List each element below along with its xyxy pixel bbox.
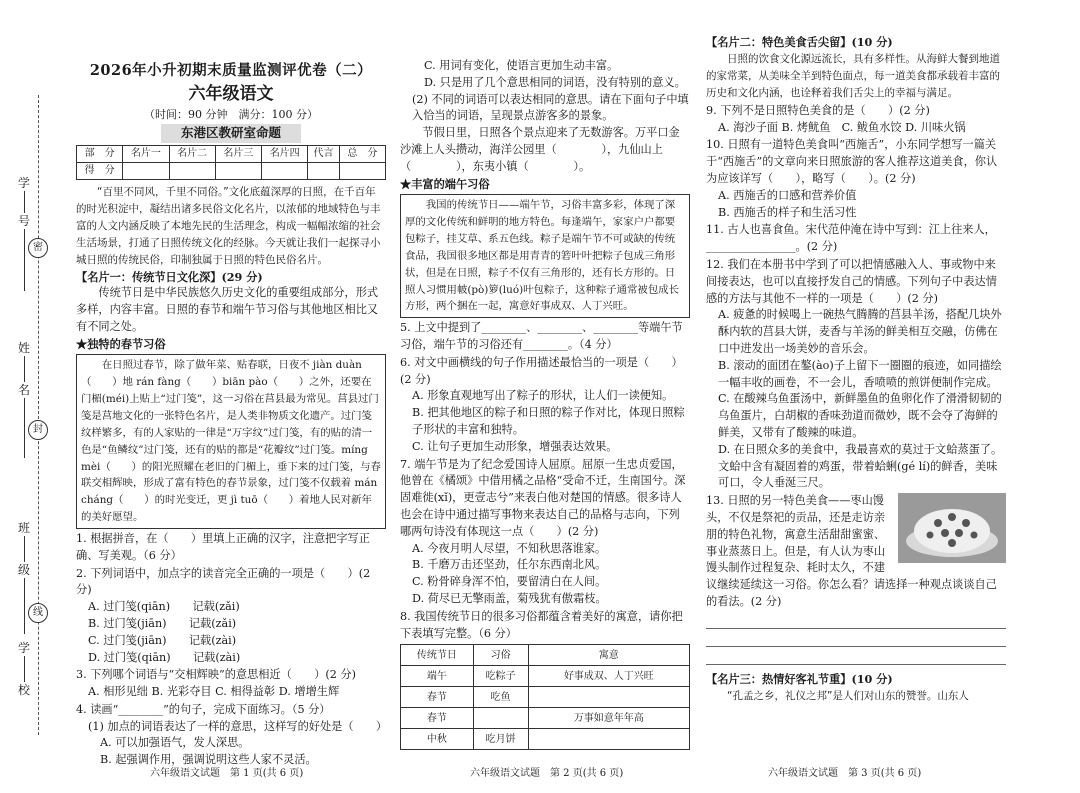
margin-label: 学 [17, 176, 30, 190]
option: C. 用词有变化，使语言更加生动丰富。 [424, 59, 619, 72]
score-cell[interactable] [262, 162, 308, 179]
answer-line[interactable] [706, 632, 1006, 647]
score-table [76, 145, 386, 180]
question-12: 12. 我们在本册书中学到了可以把情感融入人、事或物中来间接表达，也可以直接抒发自己的情感。下列句子中表达情感的方法与其他不一样的一项是（ ）(2 分) [706, 257, 997, 305]
question-7: 7. 端午节是为了纪念爱国诗人屈原。屈原一生忠贞爱国，他曾在《橘颂》中借用橘之品格“受命不迁，生南国兮。深固难徙(xǐ)，更壹志兮”来表白他对楚国的情感。很多诗人也会在诗中通过描写事物来表达自己的品格与志向，下列哪两句诗没有体现这一点（ ）(2 分) [400, 457, 686, 538]
table-answer-cell[interactable] [528, 729, 689, 750]
school-field [14, 640, 34, 698]
student-id-field [14, 175, 34, 291]
table-cell: 吃粽子 [473, 666, 528, 687]
option: B. 起强调作用，强调说明这些人家不灵活。 [100, 753, 317, 767]
option: C. 在酸辣乌鱼蛋汤中，新鲜墨鱼的鱼卵化作了滑滑韧韧的乌鱼蛋片，白胡椒的香味劲道而微妙，既不会夺了海鲜的鲜美，又带有了酸辣的味道。 [718, 392, 1002, 439]
margin-label: 级 [17, 563, 30, 577]
margin-label: 班 [17, 521, 30, 535]
page-footer: 六年级语文试题 第 1 页(共 6 页) [150, 768, 304, 779]
table-row [401, 687, 690, 708]
option: D. 在日照众多的美食中，我最喜欢的莫过于文蛤蒸蛋了。文蛤中含有凝固着的鸡蛋，带着蛤蜊(gé lí)的鲜香，美味可口，令人垂涎三尺。 [718, 442, 1003, 490]
question-3: 3. 下列哪个词语与“交相辉映”的意思相近（ ）(2 分) [76, 668, 357, 682]
answer-line[interactable] [706, 614, 1006, 629]
margin-label: 姓 [17, 341, 30, 355]
score-header-cell: 名片一 [123, 145, 169, 162]
section-heading: 【名片三：热情好客礼节重】(10 分) [706, 671, 893, 686]
subject-title: 六年级语文 [188, 83, 274, 104]
table-cell: 春节 [401, 687, 474, 708]
section-intro: 日照的饮食文化源远流长，具有多样性。从海鲜大餐到地道的家常菜，从美味全羊到特色面点，每一道美食都承载着丰富的历史和文化内涵，也诠释着我们舌尖上的幸福与满足。 [706, 52, 1000, 99]
table-cell: 吃鱼 [473, 687, 528, 708]
question-11: 11. 古人也喜食鱼。宋代范仲淹在诗中写到：江上往来人，________________。(2 分) [706, 223, 996, 254]
option: D. 荷尽已无擎雨盖，菊残犹有傲霜枝。 [412, 592, 607, 606]
jujube-bun-illustration [898, 493, 1006, 563]
score-cell[interactable] [123, 162, 169, 179]
margin-label: 学 [17, 641, 30, 655]
score-cell[interactable] [308, 162, 339, 179]
option: B. 把其他地区的粽子和日照的粽子作对比，体现日照粽子形状的丰富和独特。 [412, 406, 685, 437]
question-2: 2. 下列词语中，加点字的读音完全正确的一项是（ ）(2 分) [76, 566, 371, 597]
page-1-column [76, 58, 386, 769]
sub-question: (1) 加点的词语表达了一样的意思，这样写的好处是（ ） [88, 719, 388, 733]
seal-mark: 封 [28, 420, 48, 440]
section-heading: 【名片二：特色美食舌尖留】(10 分) [706, 35, 893, 49]
score-header-cell: 名片四 [262, 145, 308, 162]
exam-author: 东港区教研室命题 [161, 124, 301, 143]
reading-passage: 在日照过春节，除了做年菜、贴春联，日夜不 jiàn duàn（ ）地 rán fàng（ ）biān pào（ ）之外，还要在门楣(méi)上贴上“过门笺”，这一习俗在莒县最为常见。莒县过门笺是莒地文化的一张特色名片，是人类非物质文化遗产。过门笺纹样繁多，有的人家贴的一律是“万字纹”过门笺，有的贴的清一色是“鱼鳞纹”过门笺，还有的贴的都是“花瓣纹”过门笺。míng mèi（ ）的阳光照耀在老旧的门楣上，垂下来的过门笺，与春联交相辉映，形成了富有特色的春节景象，过门笺不仅载着 mán cháng（ ）的时光变迁，更 jì tuō（ ）着地人民对新年的美好愿望。 [76, 354, 386, 528]
table-cell: 端午 [401, 666, 474, 687]
jujube-bun-photo [898, 493, 1006, 563]
name-field [14, 340, 34, 458]
exam-meta: （时间：90 分钟 满分：100 分） [144, 108, 318, 122]
score-header-cell: 代言 [308, 145, 339, 162]
intro-paragraph: “百里不同风，千里不同俗。”文化底蕴深厚的日照，在千百年的时光积淀中，凝结出诸多民俗文化名片，以浓郁的地域特色与丰富的人文内涵反映了本地先民的生活理念，构成一幅幅浓缩的社会生活场景，打通了日照传统文化的经脉。今天就让我们一起探寻小城日照的传统民俗，印制独属于日照的特色民俗名片。 [76, 185, 381, 266]
table-cell: 吃月饼 [473, 729, 528, 750]
section-heading: 【名片一：传统节日文化深】(29 分) [76, 269, 263, 284]
table-header-cell: 寓意 [528, 645, 689, 666]
option: C. 粉骨碎身浑不怕，要留清白在人间。 [412, 575, 607, 589]
page-footer: 六年级语文试题 第 3 页(共 6 页) [768, 768, 922, 779]
option: B. 滚动的面团在鏊(ào)子上留下一圈圈的痕迹，如同描绘一幅丰收的画卷，不一会儿，香喷喷的煎饼便制作完成。 [718, 358, 1002, 389]
option: A. 过门笺(qiān) 记载(zǎi) [88, 600, 240, 614]
page-2-column [400, 58, 690, 750]
score-header-cell: 名片三 [215, 145, 261, 162]
option: A. 形象直观地写出了粽子的形状，让人们一读便知。 [412, 389, 674, 403]
question-8: 8. 我国传统节日的很多习俗都蕴含着美好的寓意，请你把下表填写完整。（6 分） [400, 609, 683, 640]
table-cell: 好事成双、人丁兴旺 [528, 666, 689, 687]
subsection-heading: ★独特的春节习俗 [76, 336, 166, 351]
score-cell[interactable] [339, 162, 385, 179]
question-6: 6. 对文中画横线的句子作用描述最恰当的一项是（ ）(2 分) [400, 355, 683, 386]
sub-question: (2) 不同的词语可以表达相同的意思。请在下面句子中填入恰当的词语，呈现景点游客多的景象。 [412, 92, 689, 123]
score-header-cell: 总 分 [339, 145, 385, 162]
question-5: 5. 上文中提到了________、________、________等端午节习俗，端午节的习俗还有________。（4 分） [400, 321, 683, 352]
section-intro: “孔孟之乡，礼仪之邦”是人们对山东的赞誉。山东人 [727, 689, 969, 702]
option: A. 疲惫的时候喝上一碗热气腾腾的莒县羊汤，搭配几块外酥内软的莒县大饼，麦香与羊汤的鲜美相互交融，仿佛在口中进发出一场美妙的音乐会。 [718, 308, 1002, 355]
question-1: 1. 根据拼音，在（ ）里填上正确的汉字，注意把字写正确、写美观。（6 分） [76, 531, 370, 562]
subsection-heading: ★丰富的端午习俗 [400, 176, 490, 191]
page-3-column [706, 34, 1006, 705]
option: D. 只是用了几个意思相同的词语，没有特别的意义。 [424, 75, 686, 89]
option: A. 西施舌的口感和营养价值 [718, 188, 857, 202]
answer-line[interactable] [706, 650, 1006, 665]
seal-mark: 密 [28, 238, 48, 258]
exam-title: 2026年小升初期末质量监测评优卷（二） [89, 62, 373, 79]
table-header-cell: 传统节日 [401, 645, 474, 666]
table-row [401, 666, 690, 687]
table-row [401, 708, 690, 729]
table-answer-cell[interactable] [473, 708, 528, 729]
question-4: 4. 读画“________”的句子，完成下面练习。（5 分） [76, 702, 331, 716]
seal-mark: 线 [28, 603, 48, 623]
seal-line [38, 95, 39, 735]
table-cell: 中秋 [401, 729, 474, 750]
option: A. 可以加强语气，发人深思。 [100, 736, 250, 750]
question-13: 13. 日照的另一特色美食——枣山馒头，不仅是祭祀的贡品，还是走访亲朋的特色礼物，寓意生活甜甜蜜蜜、事业蒸蒸日上。但是，有人认为枣山馒头制作过程复杂、耗时太久，不建议继续延续这一习俗。你怎么看？请选择一种观点谈谈自己的看法。(2 分) [706, 494, 997, 608]
margin-label: 校 [17, 683, 30, 697]
option: A. 海沙子面 B. 烤鱿鱼 C. 鲅鱼水饺 D. 川味火锅 [718, 120, 966, 134]
margin-label: 名 [17, 383, 30, 397]
option: C. 让句子更加生动形象，增强表达效果。 [412, 439, 618, 453]
score-cell[interactable] [169, 162, 215, 179]
table-row [401, 729, 690, 750]
score-header-cell: 名片二 [169, 145, 215, 162]
option: D. 过门笺(qiān) 记载(zài) [88, 650, 241, 664]
table-answer-cell[interactable] [528, 687, 689, 708]
page-footer: 六年级语文试题 第 2 页(共 6 页) [470, 768, 624, 779]
festival-table [400, 644, 690, 750]
option: A. 相形见绌 B. 光彩夺目 C. 相得益彰 D. 增增生辉 [88, 685, 340, 699]
binding-margin [0, 0, 66, 793]
option: B. 西施舌的样子和生活习性 [718, 205, 857, 219]
fill-in-sentence: 节假日里，日照各个景点迎来了无数游客。万平口金沙滩上人头攒动，海洋公园里（ ），九仙山上（ ），东夷小镇（ ）。 [400, 126, 680, 173]
option: B. 过门笺(jiān) 记载(zǎi) [88, 616, 237, 630]
reading-passage: 我国的传统节日——端午节，习俗丰富多彩，体现了深厚的文化传统和鲜明的地方特色。每逢端午，家家户户都要包粽子，挂艾草、系五色线。粽子是端午节不可或缺的传统食品，我国很多地区都是用青青的箬叶叶把粽子包成三角形状，但是在日照，粽子不仅有三角形的，还有长方形的。日照人习惯用帔(pò)箩(luó)叶包粽子，这种粽子通常被包成长方形，两个捆在一起，寓意好事成双、人丁兴旺。 [400, 194, 690, 318]
score-row-label: 得 分 [77, 162, 123, 179]
question-10: 10. 日照有一道特色美食叫“西施舌”，小东同学想写一篇关于“西施舌”的文章向来日照旅游的客人推荐这道美食，你认为应该详写（ ），略写（ ）。(2 分) [706, 138, 998, 185]
margin-label: 号 [17, 214, 30, 228]
score-cell[interactable] [215, 162, 261, 179]
section-intro: 传统节日是中华民族悠久历史文化的重要组成部分，形式多样，内容丰富。日照的春节和端午节习俗与其他地区相比又有不同之处。 [76, 286, 379, 333]
table-cell: 万事如意年年高 [528, 708, 689, 729]
table-cell: 春节 [401, 708, 474, 729]
option: A. 今夜月明人尽望，不知秋思落谁家。 [412, 541, 607, 555]
question-9: 9. 下列不是日照特色美食的是（ ）(2 分) [706, 103, 930, 117]
table-header-cell: 习俗 [473, 645, 528, 666]
option: C. 过门笺(jiān) 记载(zài) [88, 633, 237, 647]
score-header-cell: 部 分 [77, 145, 123, 162]
option: B. 千磨万击还坚劲，任尔东西南北风。 [412, 558, 607, 572]
